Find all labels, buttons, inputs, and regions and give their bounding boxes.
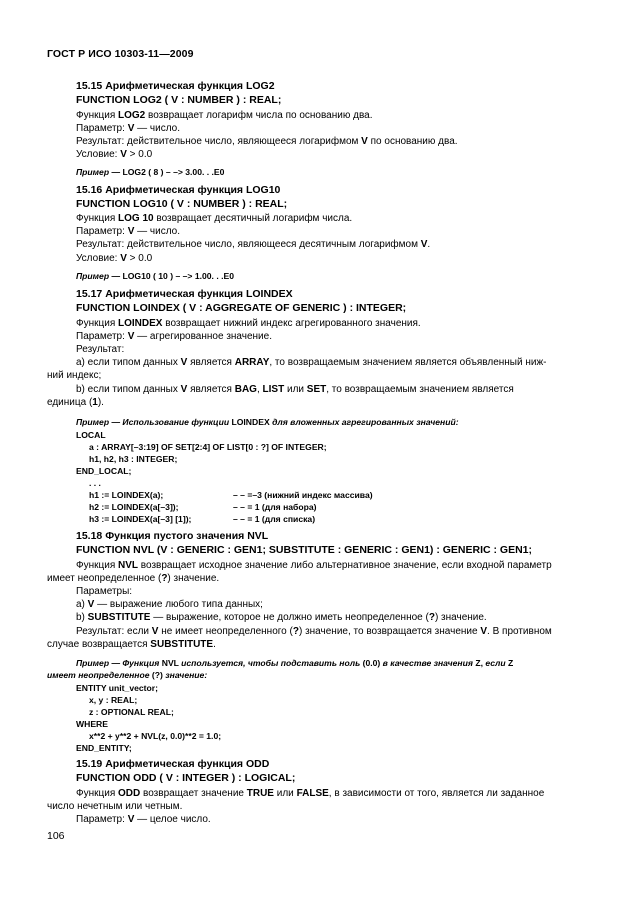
section-15-15-description: Функция LOG2 возвращает логарифм числа по основанию два. <box>76 110 373 121</box>
section-15-17-description: Функция LOINDEX возвращает нижний индекс агрегированного значения. <box>76 318 421 329</box>
code-line: h1 := LOINDEX(a); <box>89 490 164 500</box>
code-comment: – – = 1 (для списка) <box>233 514 316 524</box>
code-line: h2 := LOINDEX(a[–3]); <box>89 502 179 512</box>
section-15-18-param-a: а) V — выражение любого типа данных; <box>76 599 263 610</box>
section-15-17-case-a: а) если типом данных V является ARRAY, то возвращаемым значением является объявленный ниж- <box>76 357 547 368</box>
section-15-17-result-label: Результат: <box>76 344 125 355</box>
page-header: ГОСТ Р ИСО 10303-11—2009 <box>47 48 194 60</box>
section-15-18-result: Результат: если V не имеет неопределенного (?) значение, то возвращается значение V. В противном <box>76 626 552 637</box>
code-comment: – – = 1 (для набора) <box>233 502 317 512</box>
code-line: h1, h2, h3 : INTEGER; <box>89 454 178 464</box>
section-15-18-example: Пример — Функция NVL используется, чтобы подставить ноль (0.0) в качестве значения Z, если Z <box>76 658 514 668</box>
section-15-17-signature: FUNCTION LOINDEX ( V : AGGREGATE OF GENERIC ) : INTEGER; <box>76 302 407 314</box>
code-line: . . . <box>89 478 101 488</box>
section-15-19-parameter: Параметр: V — целое число. <box>76 814 211 825</box>
code-line: h3 := LOINDEX(a[–3] [1]); <box>89 514 192 524</box>
section-15-18-result-cont: случае возвращается SUBSTITUTE. <box>47 639 216 650</box>
section-15-18-param-b: b) SUBSTITUTE — выражение, которое не должно иметь неопределенное (?) значение. <box>76 612 487 623</box>
section-15-18-heading: 15.18 Функция пустого значения NVL <box>76 530 269 542</box>
section-15-18-description: Функция NVL возвращает исходное значение либо альтернативное значение, если входной параметр <box>76 560 552 571</box>
code-line: LOCAL <box>76 430 106 440</box>
section-15-19-heading: 15.19 Арифметическая функция ODD <box>76 758 270 770</box>
section-15-17-case-a-cont: ний индекс; <box>47 370 102 381</box>
section-15-16-heading: 15.16 Арифметическая функция LOG10 <box>76 184 281 196</box>
section-15-17-case-b: b) если типом данных V является BAG, LIST или SET, то возвращаемым значением является <box>76 384 514 395</box>
section-15-19-signature: FUNCTION ODD ( V : INTEGER ) : LOGICAL; <box>76 772 296 784</box>
section-15-15-condition: Условие: V > 0.0 <box>76 149 153 160</box>
code-line: ENTITY unit_vector; <box>76 683 158 693</box>
section-15-16-result: Результат: действительное число, являющееся десятичным логарифмом V. <box>76 239 431 250</box>
section-15-18-example-cont: имеет неопределенное (?) значение: <box>47 670 208 680</box>
section-15-19-description-cont: число нечетным или четным. <box>47 801 183 812</box>
code-line: WHERE <box>76 719 108 729</box>
section-15-15-signature: FUNCTION LOG2 ( V : NUMBER ) : REAL; <box>76 94 282 106</box>
section-15-18-description-cont: имеет неопределенное (?) значение. <box>47 573 220 584</box>
section-15-16-example: Пример — LOG10 ( 10 ) – –> 1.00. . .E0 <box>76 271 234 281</box>
code-line: z : OPTIONAL REAL; <box>89 707 174 717</box>
code-line: a : ARRAY[–3:19] OF SET[2:4] OF LIST[0 : ?] OF INTEGER; <box>89 442 327 452</box>
section-15-18-params-label: Параметры: <box>76 586 133 597</box>
code-comment: – – =–3 (нижний индекс массива) <box>233 490 373 500</box>
section-15-16-parameter: Параметр: V — число. <box>76 226 180 237</box>
section-15-17-case-b-cont: единица (1). <box>47 397 104 408</box>
section-15-17-heading: 15.17 Арифметическая функция LOINDEX <box>76 288 293 300</box>
section-15-15-example: Пример — LOG2 ( 8 ) – –> 3.00. . .E0 <box>76 167 225 177</box>
section-15-16-description: Функция LOG 10 возвращает десятичный логарифм числа. <box>76 213 353 224</box>
section-15-15-parameter: Параметр: V — число. <box>76 123 180 134</box>
section-15-15-result: Результат: действительное число, являющееся логарифмом V по основанию два. <box>76 136 458 147</box>
code-line: END_ENTITY; <box>76 743 132 753</box>
code-line: END_LOCAL; <box>76 466 132 476</box>
section-15-16-signature: FUNCTION LOG10 ( V : NUMBER ) : REAL; <box>76 198 288 210</box>
section-15-17-parameter: Параметр: V — агрегированное значение. <box>76 331 272 342</box>
section-15-18-signature: FUNCTION NVL (V : GENERIC : GEN1; SUBSTITUTE : GENERIC : GEN1) : GENERIC : GEN1; <box>76 544 532 556</box>
section-15-16-condition: Условие: V > 0.0 <box>76 253 153 264</box>
section-15-15-heading: 15.15 Арифметическая функция LOG2 <box>76 80 275 92</box>
code-line: x**2 + y**2 + NVL(z, 0.0)**2 = 1.0; <box>89 731 222 741</box>
section-15-17-example: Пример — Использование функции LOINDEX для вложенных агрегированных значений: <box>76 417 459 427</box>
code-line: x, y : REAL; <box>89 695 138 705</box>
page-number: 106 <box>47 830 65 842</box>
section-15-19-description: Функция ODD возвращает значение TRUE или FALSE, в зависимости от того, является ли заданное <box>76 788 545 799</box>
